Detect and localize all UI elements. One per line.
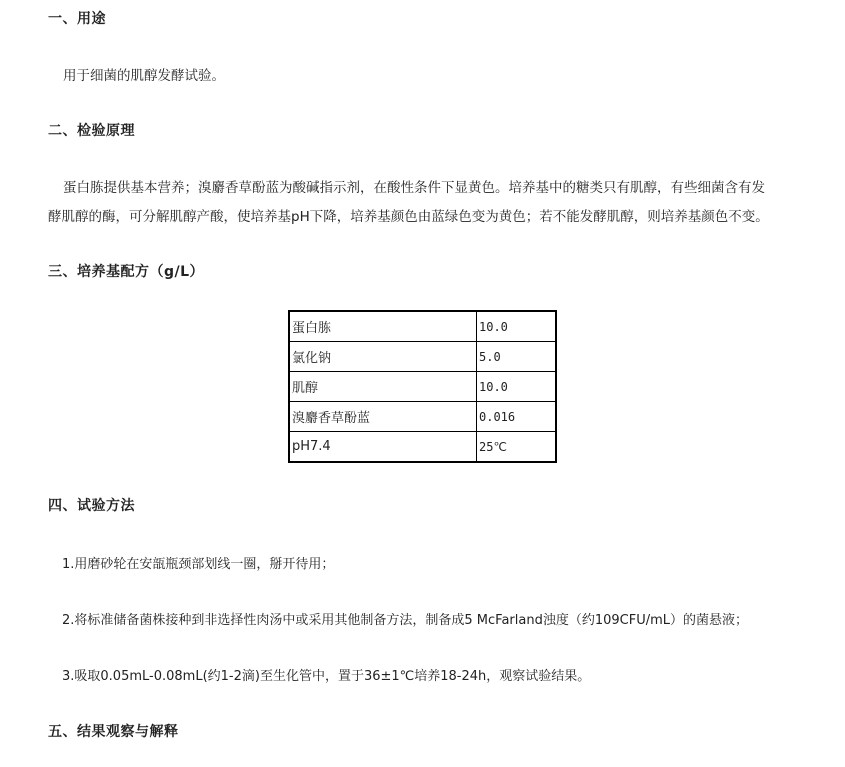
ingredient-amount: 0.016 xyxy=(477,402,557,432)
formula-table xyxy=(288,310,557,463)
ingredient-amount: 25℃ xyxy=(477,432,557,463)
ingredient-name: pH7.4 xyxy=(289,432,477,463)
ingredient-amount: 10.0 xyxy=(477,372,557,402)
ingredient-name: 肌醇 xyxy=(289,372,477,402)
ingredient-amount: 5.0 xyxy=(477,342,557,372)
ingredient-name: 氯化钠 xyxy=(289,342,477,372)
section-principle-heading: 二、检验原理 xyxy=(48,123,135,139)
ingredient-name: 蛋白胨 xyxy=(289,311,477,342)
ingredient-amount: 10.0 xyxy=(477,311,557,342)
method-step-1: 1.用磨砂轮在安瓿瓶颈部划线一圈，掰开待用； xyxy=(62,557,335,572)
usage-text: 用于细菌的肌醇发酵试验。 xyxy=(63,68,225,84)
section-results-heading: 五、结果观察与解释 xyxy=(48,724,179,740)
ingredient-name: 溴麝香草酚蓝 xyxy=(289,402,477,432)
section-usage-heading: 一、用途 xyxy=(48,11,106,27)
section-method-heading: 四、试验方法 xyxy=(48,498,135,514)
method-step-3: 3.吸取0.05mL-0.08mL(约1-2滴)至生化管中，置于36±1℃培养18-24h，观察试验结果。 xyxy=(62,669,591,684)
principle-text-line-2: 酵肌醇的酶，可分解肌醇产酸，使培养基pH下降，培养基颜色由蓝绿色变为黄色；若不能发酵肌醇，则培养基颜色不变。 xyxy=(48,209,769,225)
table-row xyxy=(289,402,556,432)
table-row xyxy=(289,432,556,463)
table-row xyxy=(289,311,556,342)
method-step-2: 2.将标准储备菌株接种到非选择性肉汤中或采用其他制备方法，制备成5 McFarland浊度（约109CFU/mL）的菌悬液； xyxy=(62,613,749,628)
section-formula-heading: 三、培养基配方（g/L） xyxy=(48,264,205,280)
table-row xyxy=(289,372,556,402)
table-row xyxy=(289,342,556,372)
principle-text-line-1: 蛋白胨提供基本营养；溴麝香草酚蓝为酸碱指示剂，在酸性条件下显黄色。培养基中的糖类只有肌醇，有些细菌含有发 xyxy=(63,180,765,196)
